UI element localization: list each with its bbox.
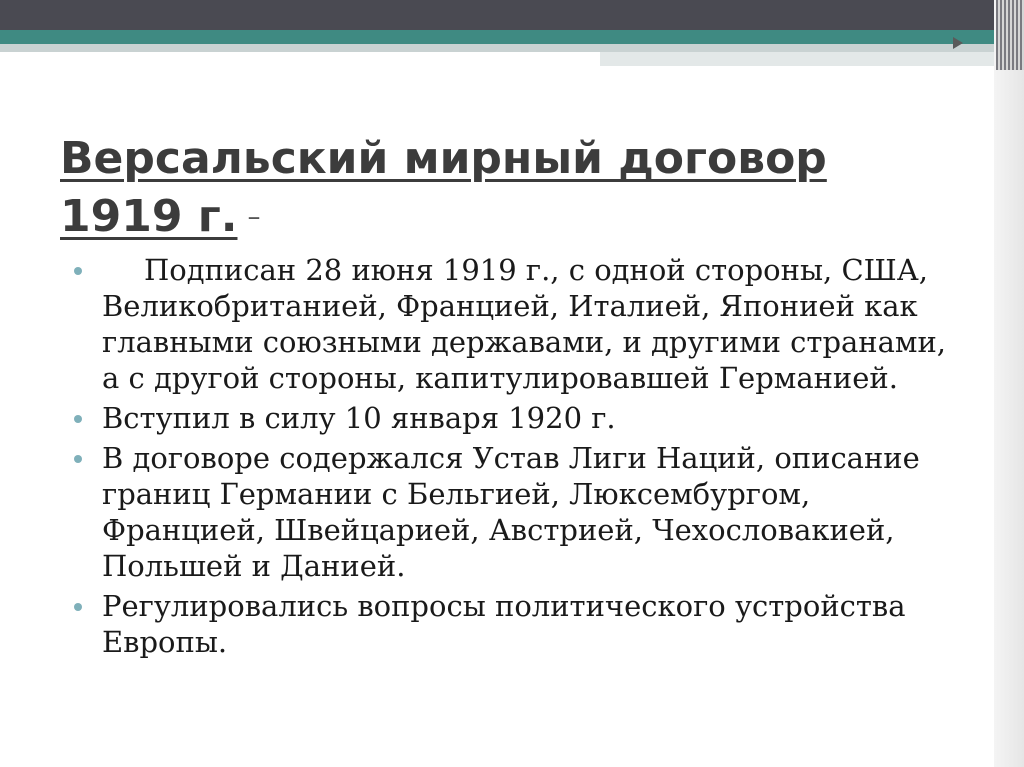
bullet-text: Подписан 28 июня 1919 г., с одной стороны, США, Великобританией, Францией, Италией, Японией как главными союзными державами, и другими странами, а с другой стороны, капитулировавшей Германией.: [102, 253, 947, 395]
title-dash: –: [247, 202, 261, 232]
header-band-teal: [0, 30, 1000, 44]
slide-title: [60, 130, 960, 246]
bullet-dot-icon: [74, 267, 82, 275]
bullet-dot-icon: [74, 455, 82, 463]
bullet-item: [70, 252, 970, 396]
bullet-item: [70, 440, 970, 584]
bullet-text: В договоре содержался Устав Лиги Наций, описание границ Германии с Бельгией, Люксембургом, Францией, Швейцарией, Австрией, Чехословакией, Польшей и Данией.: [102, 441, 920, 583]
bullet-item: [70, 588, 970, 660]
header-band-light: [0, 44, 1000, 52]
triangle-right-icon: [953, 37, 963, 49]
bullet-list: [70, 252, 970, 664]
right-edge-stripes: [996, 0, 1024, 70]
bullet-dot-icon: [74, 603, 82, 611]
bullet-dot-icon: [74, 415, 82, 423]
bullet-item: [70, 400, 970, 436]
header-band-dark: [0, 0, 1024, 30]
bullet-text: Вступил в силу 10 января 1920 г.: [102, 401, 616, 435]
bullet-text: Регулировались вопросы политического устройства Европы.: [102, 589, 906, 659]
header-band-light-short: [600, 52, 1000, 66]
slide-title-text: Версальский мирный договор 1919 г.: [60, 133, 827, 242]
right-edge-strip: [994, 0, 1024, 767]
